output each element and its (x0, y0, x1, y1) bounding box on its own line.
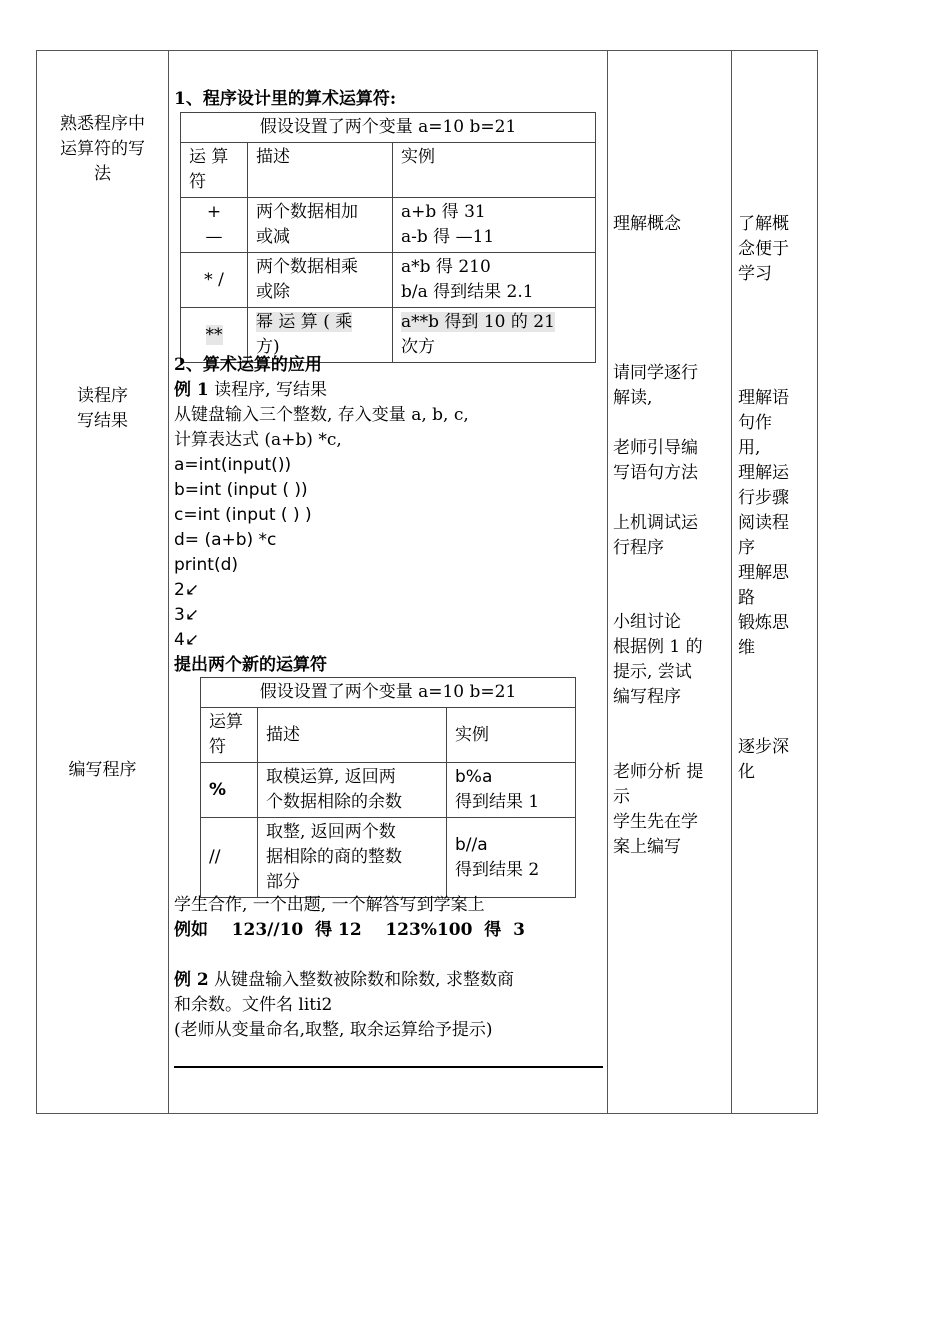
input-line: 2↙ (174, 580, 200, 600)
col-header-operator: 运算符 (201, 708, 258, 763)
topic-operators: 熟悉程序中 运算符的写 法 (60, 114, 145, 184)
code-line: b=int (input ( )) (174, 480, 308, 500)
code-line: 计算表达式 (a+b) *c, (174, 430, 342, 450)
activity-read: 请同学逐行 解读, (613, 363, 698, 408)
col-header-operator: 运 算 符 (181, 143, 248, 198)
table-row: ** 幂 运 算 ( 乘 方) a**b 得到 10 的 21 次方 (181, 308, 596, 363)
example-1-title: 例 1 读程序, 写结果 (174, 380, 327, 400)
example-2-line: 和余数。文件名 liti2 (174, 995, 333, 1015)
table-header: 假设设置了两个变量 a=10 b=21 (201, 678, 576, 708)
column-divider (731, 50, 732, 1114)
example-2-line: 例 2 从键盘输入整数被除数和除数, 求整数商 (174, 970, 514, 990)
input-line: 3↙ (174, 605, 200, 625)
column-divider (607, 50, 608, 1114)
topic-read-program: 读程序 写结果 (77, 386, 128, 431)
divider-rule (174, 1066, 603, 1068)
col-header-desc: 描述 (258, 708, 447, 763)
purpose-deepen: 逐步深 化 (738, 737, 789, 782)
activity-guide: 老师引导编 写语句方法 (613, 438, 698, 483)
input-line: 4↙ (174, 630, 200, 650)
code-line: print(d) (174, 555, 238, 575)
example-line: 例如 123//10 得 12 123%100 得 3 (174, 920, 525, 940)
table-row: * / 两个数据相乘 或除 a*b 得 210 b/a 得到结果 2.1 (181, 253, 596, 308)
column-divider (168, 50, 169, 1114)
activity-discuss: 小组讨论 根据例 1 的 提示, 尝试 编写程序 (613, 612, 703, 707)
col-header-example: 实例 (393, 143, 596, 198)
heading-new-operators: 提出两个新的运算符 (174, 655, 327, 675)
code-line: 从键盘输入三个整数, 存入变量 a, b, c, (174, 405, 469, 425)
code-line: a=int(input()) (174, 455, 292, 475)
operators-table-2 (200, 677, 576, 898)
operators-table-1 (180, 112, 596, 363)
col-header-example: 实例 (447, 708, 576, 763)
topic-write-program: 编写程序 (68, 760, 137, 780)
example-2-hint: (老师从变量命名,取整, 取余运算给予提示) (174, 1020, 493, 1040)
heading-application: 2、算术运算的应用 (174, 355, 322, 375)
cooperation-text: 学生合作, 一个出题, 一个解答写到学案上 (174, 895, 485, 915)
purpose-understand: 理解语 句作 用, 理解运 行步骤 阅读程 序 理解思 路 锻炼思 维 (738, 388, 789, 658)
purpose-concept: 了解概 念便于 学习 (738, 214, 789, 284)
table-row: % 取模运算, 返回两 个数据相除的余数 b%a 得到结果 1 (201, 763, 576, 818)
heading-operators: 1、程序设计里的算术运算符: (174, 89, 397, 109)
col-header-desc: 描述 (248, 143, 393, 198)
activity-understand: 理解概念 (613, 214, 681, 234)
code-line: c=int (input ( ) ) (174, 505, 312, 525)
code-line: d= (a+b) *c (174, 530, 277, 550)
table-header: 假设设置了两个变量 a=10 b=21 (181, 113, 596, 143)
activity-debug: 上机调试运 行程序 (613, 513, 698, 558)
table-row: + — 两个数据相加 或减 a+b 得 31 a-b 得 —11 (181, 198, 596, 253)
table-row: // 取整, 返回两个数 据相除的商的整数 部分 b//a 得到结果 2 (201, 818, 576, 898)
activity-analyze: 老师分析 提 示 学生先在学 案上编写 (613, 762, 704, 857)
